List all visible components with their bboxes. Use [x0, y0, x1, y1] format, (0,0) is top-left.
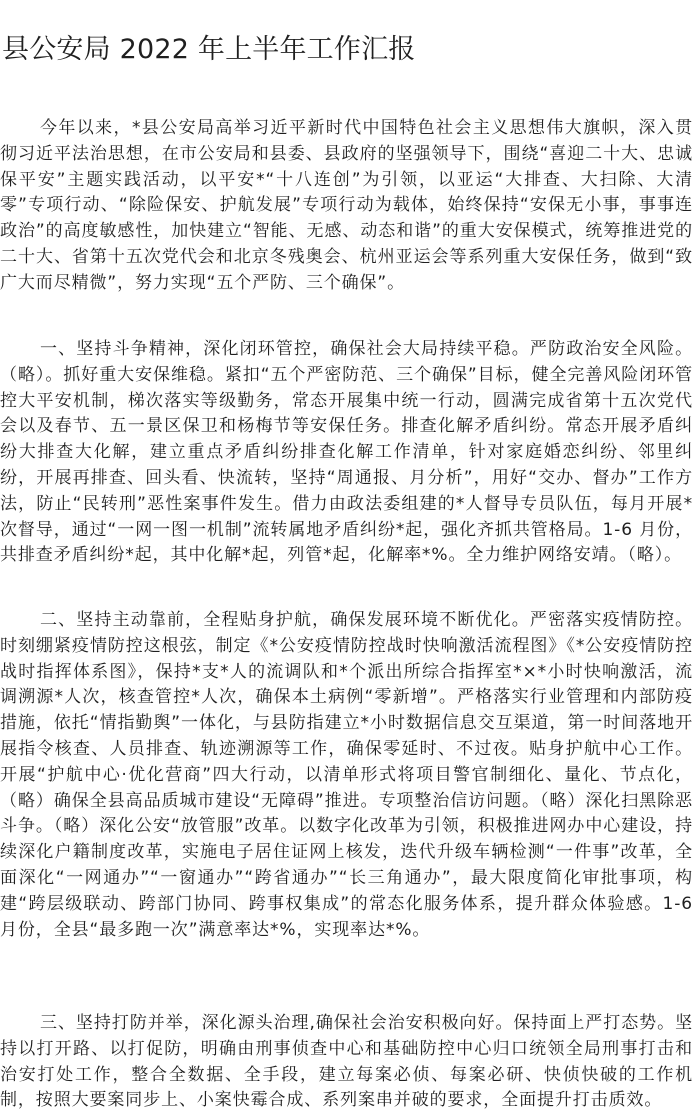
document-title: 县公安局 2022 年上半年工作汇报 [2, 34, 416, 65]
paragraph-intro: 今年以来，*县公安局高举习近平新时代中国特色社会主义思想伟大旗帜，深入贯彻习近平法治思想，在市公安局和县委、县政府的坚强领导下，围绕“喜迎二十大、忠诚保平安”主题实践活动，以平安*“十八连创”为引领，以亚运“大排查、大扫除、大清零”专项行动、“除险保安、护航发展”专项行动为载体，始终保持“安保无小事，事事连政治”的高度敏感性，加快建立“智能、无感、动态和谐”的重大安保模式，统筹推进党的二十大、省第十五次党代会和北京冬残奥会、杭州亚运会等系列重大安保任务，做到“致广大而尽精微”，努力实现“五个严防、三个确保”。 [0, 118, 693, 293]
paragraph-section-one: 一、坚持斗争精神，深化闭环管控，确保社会大局持续平稳。严防政治安全风险。（略）。抓好重大安保维稳。紧扣“五个严密防范、三个确保”目标，健全完善风险闭环管控大平安机制，梯次落实等级勤务，常态开展集中统一行动，圆满完成省第十五次党代会以及春节、五一景区保卫和杨梅节等安保任务。排查化解矛盾纠纷。常态开展矛盾纠纷大排查大化解，建立重点矛盾纠纷排查化解工作清单，针对家庭婚恋纠纷、邻里纠纷，开展再排查、回头看、快流转，坚持“周通报、月分析”，用好“交办、督办”工作方法，防止“民转刑”恶性案事件发生。借力由政法委组建的*人督导专员队伍，每月开展*次督导，通过“一网一图一机制”流转属地矛盾纠纷*起，强化齐抓共管格局。1-6 月份，共排查矛盾纠纷*起，其中化解*起，列管*起，化解率*%。全力维护网络安靖。（略）。 [0, 339, 693, 566]
paragraph-section-three: 三、坚持打防并举，深化源头治理,确保社会治安积极向好。保持面上严打态势。坚持以打开路、以打促防，明确由刑事侦查中心和基础防控中心归口统领全局刑事打击和治安打处工作，整合全数据、全手段，建立每案必侦、每案必研、快侦快破的工作机制，按照大要案同步上、小案快霉合成、系列案串并破的要求，全面提升打击质效。 [0, 1013, 693, 1111]
paragraph-section-two: 二、坚持主动靠前，全程贴身护航，确保发展环境不断优化。严密落实疫情防控。时刻绷紧疫情防控这根弦，制定《*公安疫情防控战时快响激活流程图》《*公安疫情防控战时指挥体系图》，保持*支*人的流调队和*个派出所综合指挥室*×*小时快响激活，流调溯源*人次，核查管控*人次，确保本土病例“零新增”。严格落实行业管理和内部防疫措施，依托“情指勤舆”一体化，与县防指建立*小时数据信息交互渠道，第一时间落地开展指令核查、人员排查、轨迹溯源等工作，确保零延时、不过夜。贴身护航中心工作。开展“护航中心·优化营商”四大行动，以清单形式将项目警官制细化、量化、节点化，（略）确保全县高品质城市建设“无障碍”推进。专项整治信访问题。（略）深化扫黑除恶斗争。（略）深化公安“放管服”改革。以数字化改革为引领，积极推进网办中心建设，持续深化户籍制度改革，实施电子居住证网上核发，迭代升级车辆检测“一件事”改革，全面深化“一网通办”“一窗通办”“跨省通办”“长三角通办”，最大限度简化审批事项，构建“跨层级联动、跨部门协同、跨事权集成”的常态化服务体系，提升群众体验感。1-6 月份，全县“最多跑一次”满意率达*%，实现率达*%。 [0, 610, 693, 940]
